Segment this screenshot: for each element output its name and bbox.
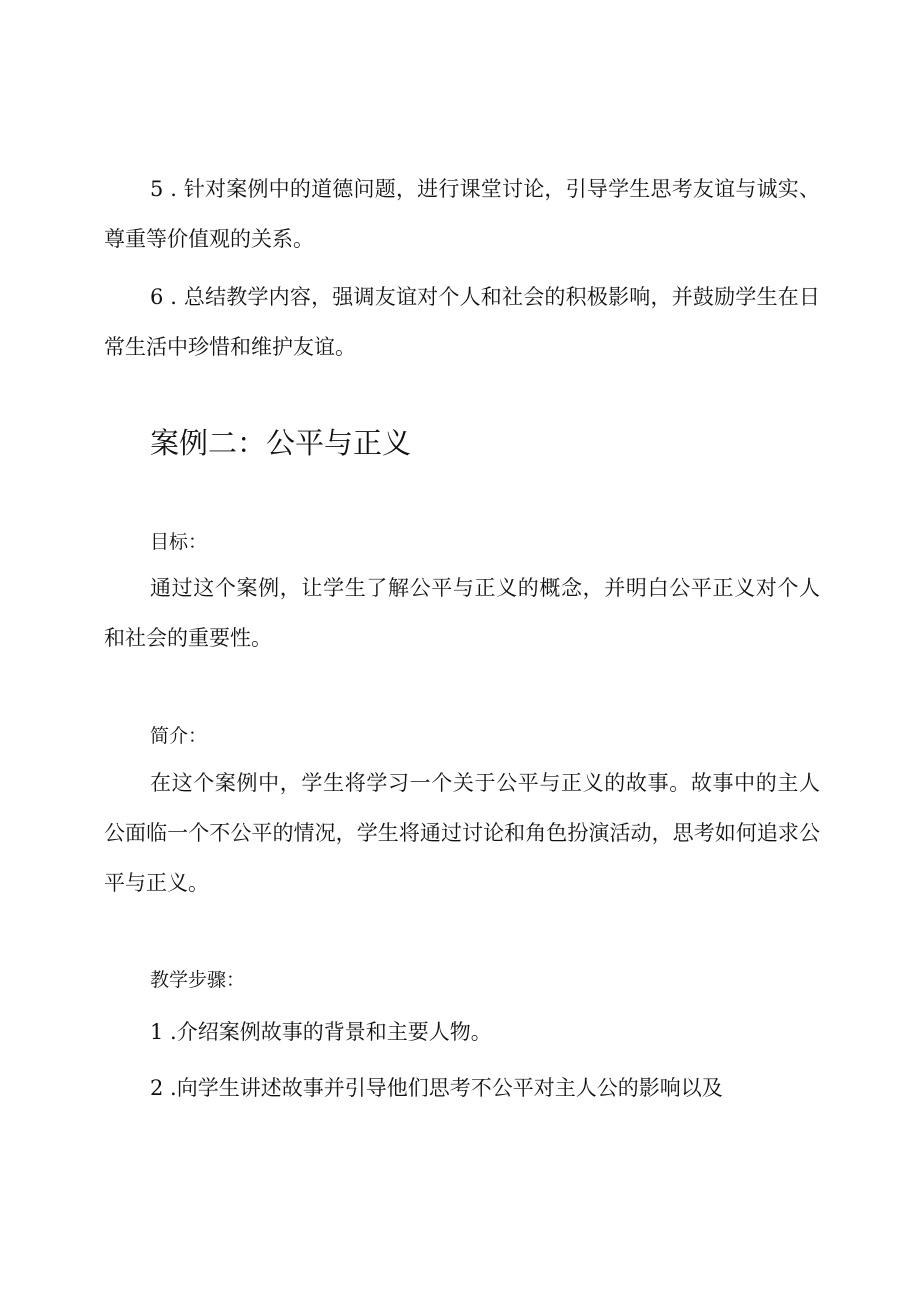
teaching-step-1: 1 .介绍案例故事的背景和主要人物。 [150,1020,492,1044]
step-5-paragraph: 5 . 针对案例中的道德问题，进行课堂讨论，引导学生思考友谊与诚实、尊重等价值观的关系。 [104,177,820,251]
goal-label: 目标： [150,531,208,553]
teaching-steps-label: 教学步骤： [150,969,246,991]
intro-paragraph: 在这个案例中，学生将学习一个关于公平与正义的故事。故事中的主人公面临一个不公平的情况，学生将通过讨论和角色扮演活动，思考如何追求公平与正义。 [104,771,820,895]
case-2-title: 案例二：公平与正义 [150,426,412,460]
goal-paragraph: 通过这个案例，让学生了解公平与正义的概念，并明白公平正义对个人和社会的重要性。 [104,576,820,650]
intro-label: 简介： [150,725,208,747]
teaching-step-2: 2 .向学生讲述故事并引导他们思考不公平对主人公的影响以及 [150,1076,723,1100]
step-6-paragraph: 6 . 总结教学内容，强调友谊对个人和社会的积极影响，并鼓励学生在日常生活中珍惜和维护友谊。 [104,285,820,359]
